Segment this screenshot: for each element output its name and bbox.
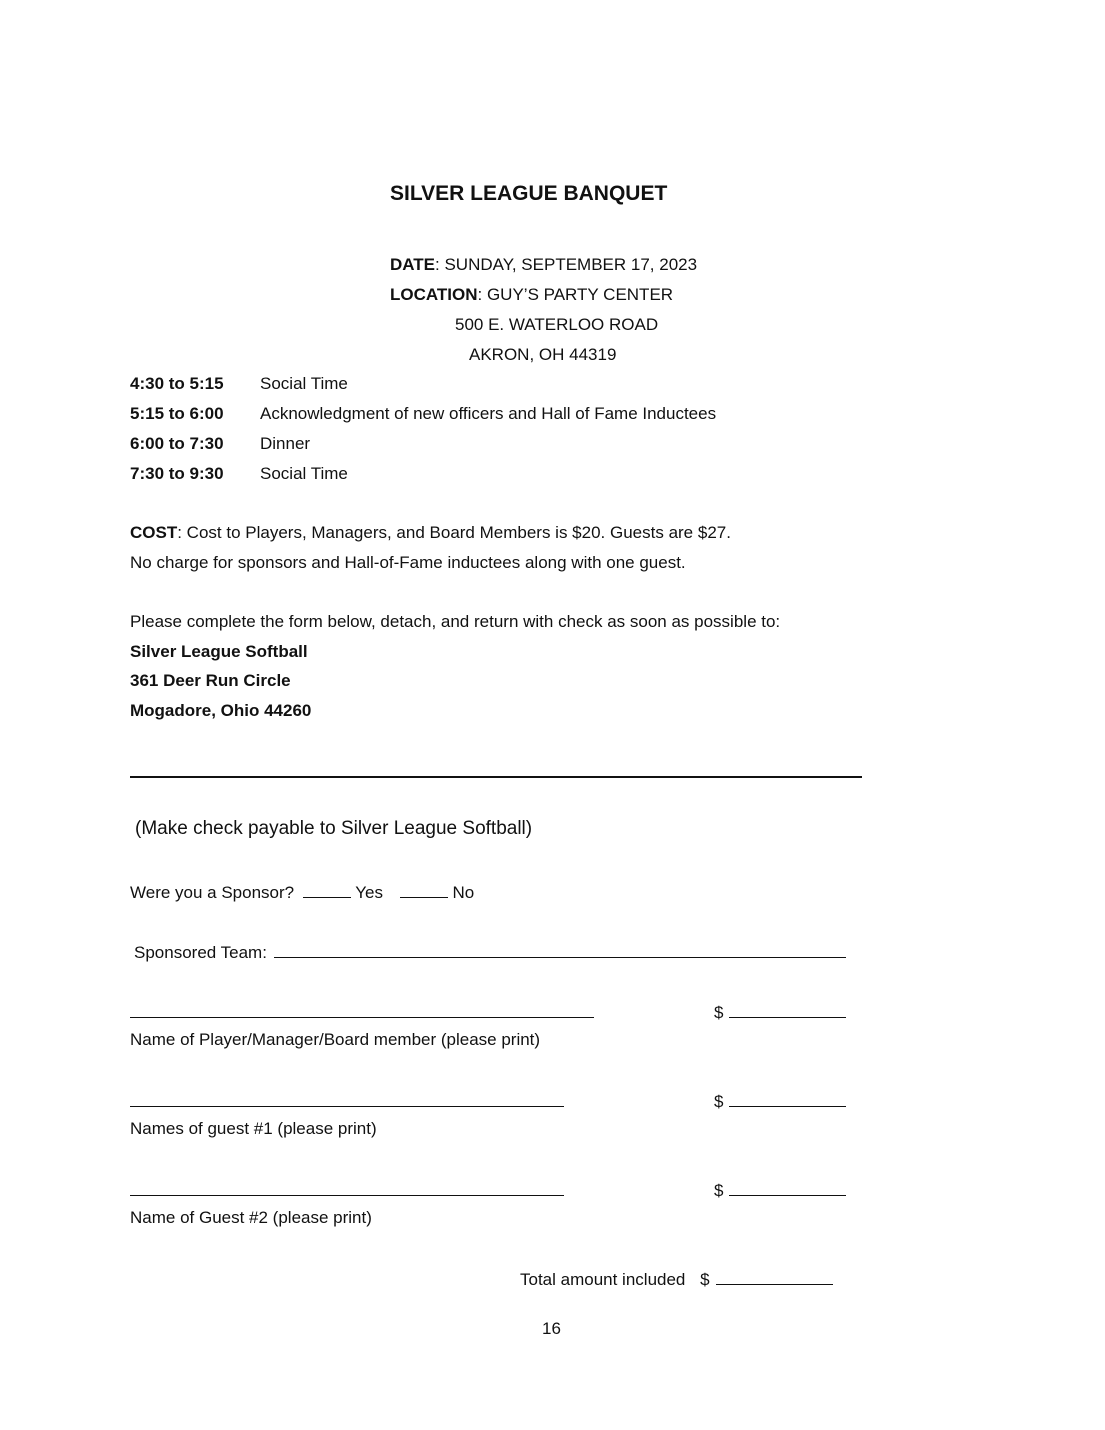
schedule-time: 7:30 to 9:30 [130, 464, 224, 483]
cost-label: COST [130, 523, 178, 542]
total-row [520, 1267, 833, 1291]
name-blank-row [130, 1089, 564, 1113]
guest1-name-label: Names of guest #1 (please print) [130, 1119, 377, 1138]
detach-rule [130, 776, 862, 778]
address-line-1: 500 E. WATERLOO ROAD [455, 315, 659, 334]
schedule-time: 6:00 to 7:30 [130, 434, 224, 453]
event-date [390, 254, 697, 276]
location-label: LOCATION [390, 285, 478, 304]
player-name-label: Name of Player/Manager/Board member (please print) [130, 1030, 541, 1049]
total-label: Total amount included [520, 1270, 686, 1289]
date-value: : SUNDAY, SEPTEMBER 17, 2023 [435, 255, 698, 274]
schedule-activity: Dinner [260, 434, 311, 453]
guest2-name-blank[interactable] [130, 1178, 564, 1196]
cost-line [130, 522, 731, 544]
page-title: SILVER LEAGUE BANQUET [390, 182, 668, 205]
total-amount-blank[interactable] [716, 1267, 833, 1285]
sponsor-yes-label: Yes [355, 883, 384, 902]
schedule-activity: Social Time [260, 374, 348, 393]
sponsored-team-row [134, 940, 846, 964]
amount-row [714, 1000, 846, 1024]
schedule-time: 5:15 to 6:00 [130, 404, 224, 423]
sponsor-yes-blank[interactable] [303, 880, 351, 898]
dollar-sign: $ [714, 1092, 724, 1111]
schedule-time: 4:30 to 5:15 [130, 374, 224, 393]
amount-row [714, 1178, 846, 1202]
schedule-activity: Social Time [260, 464, 348, 483]
sponsor-question: Were you a Sponsor? [130, 883, 295, 902]
return-city: Mogadore, Ohio 44260 [130, 701, 312, 720]
guest2-amount-blank[interactable] [729, 1178, 846, 1196]
sponsor-no-blank[interactable] [400, 880, 448, 898]
sponsor-question-row [130, 880, 474, 904]
return-street: 361 Deer Run Circle [130, 671, 291, 690]
dollar-sign: $ [714, 1003, 724, 1022]
payable-note: (Make check payable to Silver League Softball) [135, 818, 533, 839]
cost-text: : Cost to Players, Managers, and Board Members is $20. Guests are $27. [177, 523, 731, 542]
amount-row [714, 1089, 846, 1113]
cost-note: No charge for sponsors and Hall-of-Fame inductees along with one guest. [130, 553, 686, 572]
dollar-sign: $ [700, 1270, 710, 1289]
address-line-2: AKRON, OH 44319 [469, 345, 617, 364]
schedule-activity: Acknowledgment of new officers and Hall of Fame Inductees [260, 404, 717, 423]
event-location [390, 284, 673, 306]
player-name-blank[interactable] [130, 1000, 594, 1018]
sponsored-team-blank[interactable] [274, 940, 846, 958]
return-instruction: Please complete the form below, detach, and return with check as soon as possible to: [130, 612, 781, 631]
page-number: 16 [542, 1319, 561, 1338]
return-org: Silver League Softball [130, 642, 308, 661]
player-amount-blank[interactable] [729, 1000, 846, 1018]
name-blank-row [130, 1000, 594, 1024]
date-label: DATE [390, 255, 436, 274]
sponsor-no-label: No [452, 883, 475, 902]
guest1-amount-blank[interactable] [729, 1089, 846, 1107]
location-value: : GUY’S PARTY CENTER [477, 285, 674, 304]
guest1-name-blank[interactable] [130, 1089, 564, 1107]
dollar-sign: $ [714, 1181, 724, 1200]
sponsored-team-label: Sponsored Team: [134, 943, 267, 962]
name-blank-row [130, 1178, 564, 1202]
guest2-name-label: Name of Guest #2 (please print) [130, 1208, 372, 1227]
